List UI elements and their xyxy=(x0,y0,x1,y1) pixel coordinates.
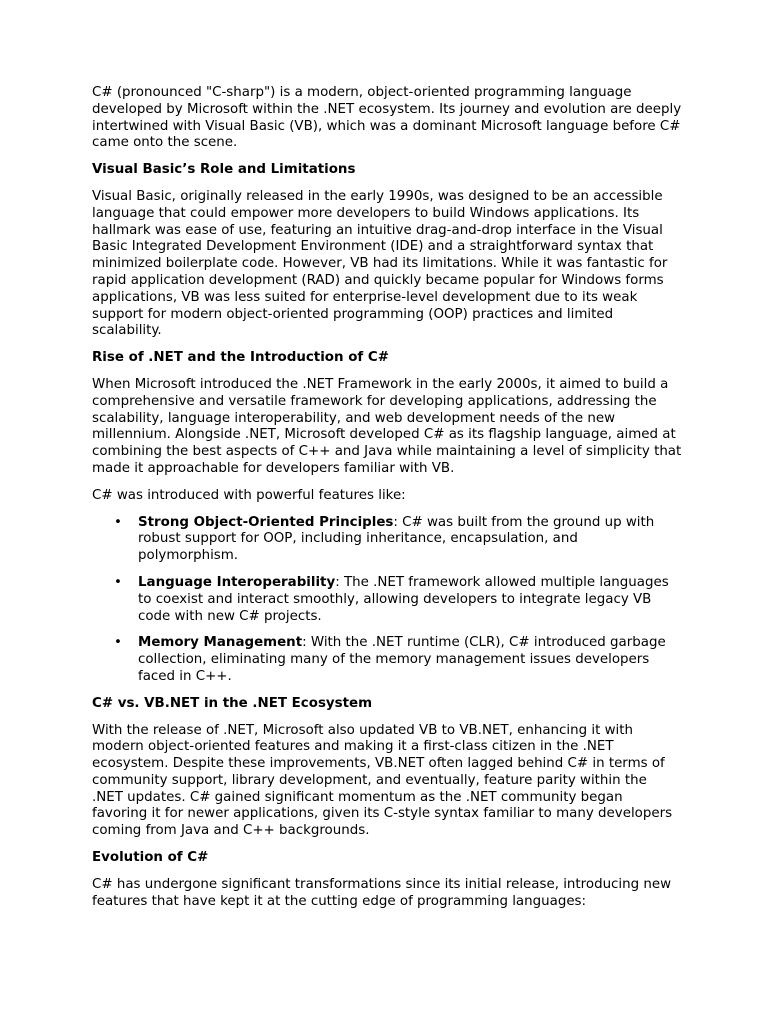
feature-text: : C# was built from the ground up with robust support for OOP, including inheritance, encapsulation, and polymorphism. xyxy=(138,514,655,564)
dotnet-paragraph: When Microsoft introduced the .NET Framework in the early 2000s, it aimed to build a comprehensive and versatile framework for developing applications, addressing the scalability, language interoperability, and web development needs of the new millennium. Alongside .NET, Microsoft developed C# as its flagship language, aimed at combining the best aspects of C++ and Java while maintaining a level of simplicity that made it approachable for developers familiar with VB. xyxy=(92,376,682,476)
bullet-icon: • xyxy=(114,514,122,530)
heading-vb-role: Visual Basic’s Role and Limitations xyxy=(92,162,356,178)
list-item xyxy=(114,574,682,625)
evolution-paragraph: C# has undergone significant transformations since its initial release, introducing new features that have kept it at the cutting edge of programming languages: xyxy=(92,876,672,909)
vb-paragraph: Visual Basic, originally released in the early 1990s, was designed to be an accessible language that could empower more developers to build Windows applications. Its hallmark was ease of use, featuring an intuitive drag-and-drop interface in the Visual Basic Integrated Development Environment (IDE) and a straightforward syntax that minimized boilerplate code. However, VB had its limitations. While it was fantastic for rapid application development (RAD) and quickly became popular for Windows forms applications, VB was less suited for enterprise-level development due to its weak support for modern object-oriented programming (OOP) practices and limited scalability. xyxy=(92,188,668,339)
feature-text: : The .NET framework allowed multiple languages to coexist and interact smoothly, allowing developers to integrate legacy VB code with new C# projects. xyxy=(138,574,669,624)
document-page xyxy=(92,85,682,920)
features-intro: C# was introduced with powerful features like: xyxy=(92,487,406,503)
intro-paragraph: C# (pronounced "C-sharp") is a modern, object-oriented programming language developed by Microsoft within the .NET ecosystem. Its journey and evolution are deeply intertwined with Visual Basic (VB), which was a dominant Microsoft language before C# came onto the scene. xyxy=(92,85,682,151)
heading-rise-of-dotnet: Rise of .NET and the Introduction of C# xyxy=(92,350,389,366)
feature-term: Strong Object-Oriented Principles xyxy=(138,514,394,530)
heading-evolution: Evolution of C# xyxy=(92,850,209,866)
feature-text: : With the .NET runtime (CLR), C# introduced garbage collection, eliminating many of the memory management issues developers faced in C++. xyxy=(138,635,666,684)
bullet-icon: • xyxy=(114,635,122,651)
bullet-icon: • xyxy=(114,574,122,590)
feature-term: Language Interoperability xyxy=(138,574,336,590)
list-item xyxy=(114,514,682,565)
vbnet-paragraph: With the release of .NET, Microsoft also updated VB to VB.NET, enhancing it with modern object-oriented features and making it a first-class citizen in the .NET ecosystem. Despite these improvements, VB.NET often lagged behind C# in terms of community support, library development, and eventually, feature parity within the .NET updates. C# gained significant momentum as the .NET community began favoring it for newer applications, given its C-style syntax familiar to many developers coming from Java and C++ backgrounds. xyxy=(92,722,673,839)
heading-csharp-vs-vbnet: C# vs. VB.NET in the .NET Ecosystem xyxy=(92,695,373,711)
features-list xyxy=(92,515,682,686)
feature-term: Memory Management xyxy=(138,635,303,651)
list-item xyxy=(114,635,682,685)
